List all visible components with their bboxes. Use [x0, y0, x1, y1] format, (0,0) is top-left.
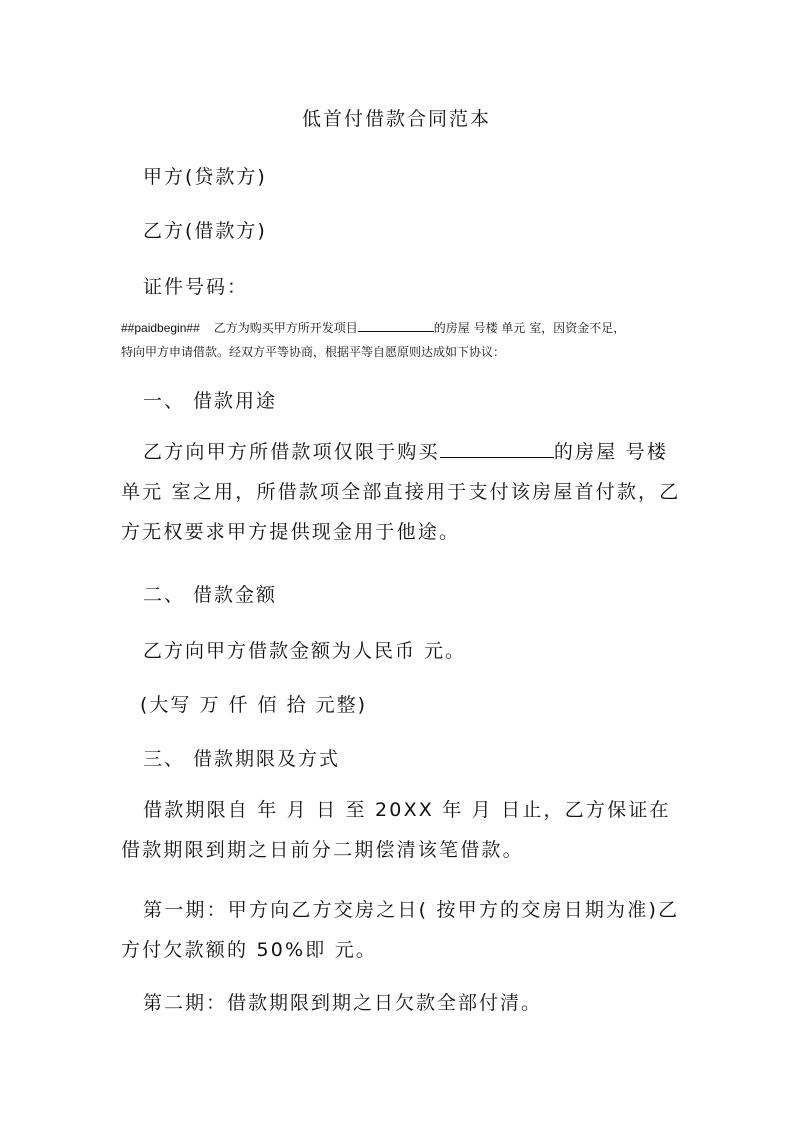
id-number-label: 证件号码： — [143, 276, 249, 298]
preamble-text-1: 乙方为购买甲方所开发项目 — [213, 321, 358, 335]
section-2-amount: 乙方向甲方借款金额为人民币 元。 — [143, 640, 467, 662]
section-3-installment-1: 第一期：甲方向乙方交房之日( 按甲方的交房日期为准)乙方付欠款额的 50%即 元。 — [121, 899, 680, 961]
party-a-label: 甲方(贷款方) — [143, 166, 267, 188]
section-2-amount-uppercase: (大写 万 仟 佰 拾 元整) — [140, 694, 368, 716]
section-1-paragraph — [121, 432, 681, 552]
purchase-blank — [440, 438, 554, 458]
party-b-label: 乙方(借款方) — [143, 220, 267, 242]
section-3-installment-2: 第二期：借款期限到期之日欠款全部付清。 — [143, 992, 543, 1014]
section-2-heading: 二、 借款金额 — [143, 584, 278, 606]
section-1-heading: 一、 借款用途 — [143, 390, 278, 412]
preamble — [121, 316, 691, 364]
project-blank — [358, 319, 434, 332]
preamble-text-2: 的房屋 号楼 单元 室，因资金不足， — [433, 321, 626, 335]
preamble-text-3: 特向甲方申请借款。经双方平等协商，根据平等自愿原则达成如下协议： — [121, 345, 506, 359]
section-3-heading: 三、 借款期限及方式 — [143, 748, 341, 770]
section-1-text-b: 的房屋 号楼 单元 室之用，所借款项全部直接用于支付该房屋首付款，乙方无权要求甲方提供现金用于他途。 — [121, 441, 681, 543]
section-1-text-a: 乙方向甲方所借款项仅限于购买 — [143, 441, 440, 463]
paid-begin-marker: ##paidbegin## — [121, 321, 200, 335]
section-3-period: 借款期限自 年 月 日 至 20XX 年 月 日止，乙方保证在借款期限到期之日前分二期偿清该笔借款。 — [121, 799, 671, 861]
document-title: 低首付借款合同范本 — [301, 108, 491, 130]
